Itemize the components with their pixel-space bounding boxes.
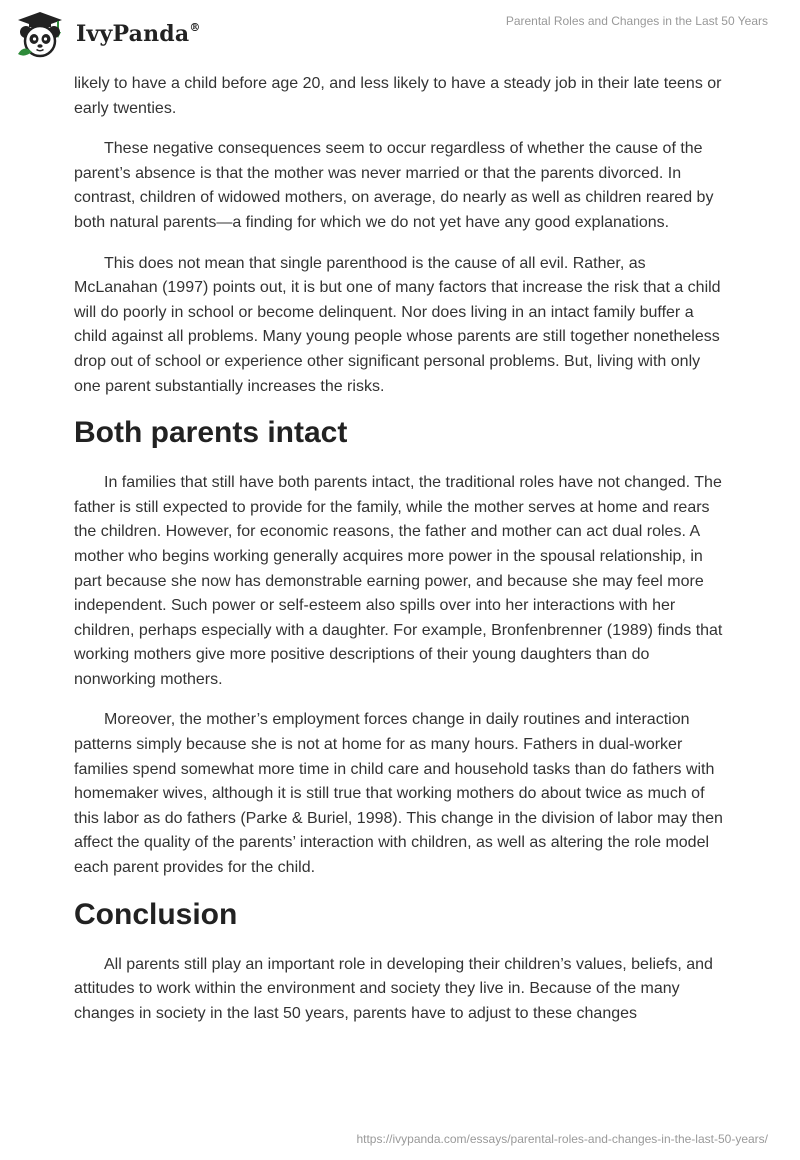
panda-graduate-icon [14,8,66,60]
article-body [74,72,726,1042]
section-heading-both-parents: Both parents intact [74,416,348,450]
paragraph: In families that still have both parents intact, the traditional roles have not changed. The father is still expected to provide for the family, while the mother serves at home and rears the children. However, for economic reasons, the father and mother can act dual roles. A mother who begins working generally acquires more power in the spousal relationship, in part because she now has demonstrable earning power, and because she may feel more independent. Such power or self-esteem also spills over into her interactions with her children, perhaps especially with a daughter. For example, Bronfenbrenner (1989) finds that working mothers give more positive descriptions of their young daughters than do nonworking mothers. [74,474,723,688]
brand-name-text: IvyPanda [76,21,190,47]
paragraph: All parents still play an important role in developing their children’s values, beliefs, and attitudes to work within the environment and society they live in. Because of the many changes in society in the last 50 years, parents have to adjust to these changes [74,955,713,1022]
page-header [0,0,800,70]
paragraph: This does not mean that single parenthood is the cause of all evil. Rather, as McLanahan (1997) points out, it is but one of many factors that increase the risk that a child will do poorly in school or become delinquent. Nor does living in an intact family buffer a child against all problems. Many young people whose parents are still together nonetheless drop out of school or experience other significant personal problems. But, living with only one parent substantially increases the risks. [74,254,721,395]
document-title: Parental Roles and Changes in the Last 50 Years [505,14,768,28]
brand-logo[interactable] [14,8,201,60]
paragraph: These negative consequences seem to occur regardless of whether the cause of the parent’s absence is that the mother was never married or that the parents divorced. In contrast, children of widowed mothers, on average, do nearly as well as children reared by both natural parents—a finding for which we do not yet have any good explanations. [74,140,714,231]
brand-name [76,21,201,47]
registered-mark: ® [189,21,201,34]
paragraph: Moreover, the mother’s employment forces change in daily routines and interaction patterns simply because she is not at home for as many hours. Fathers in dual-worker families spend somewhat more time in child care and household tasks than do fathers with homemaker wives, although it is still true that working mothers do about twice as much of this labor as do fathers (Parke & Buriel, 1998). This change in the division of labor may then affect the quality of the parents’ interaction with children, as well as altering the role model each parent provides for the child. [74,711,723,877]
section-heading-conclusion: Conclusion [74,897,238,931]
paragraph: likely to have a child before age 20, and less likely to have a steady job in their late teens or early twenties. [74,75,722,117]
source-url[interactable]: https://ivypanda.com/essays/parental-roles-and-changes-in-the-last-50-years/ [356,1132,768,1146]
